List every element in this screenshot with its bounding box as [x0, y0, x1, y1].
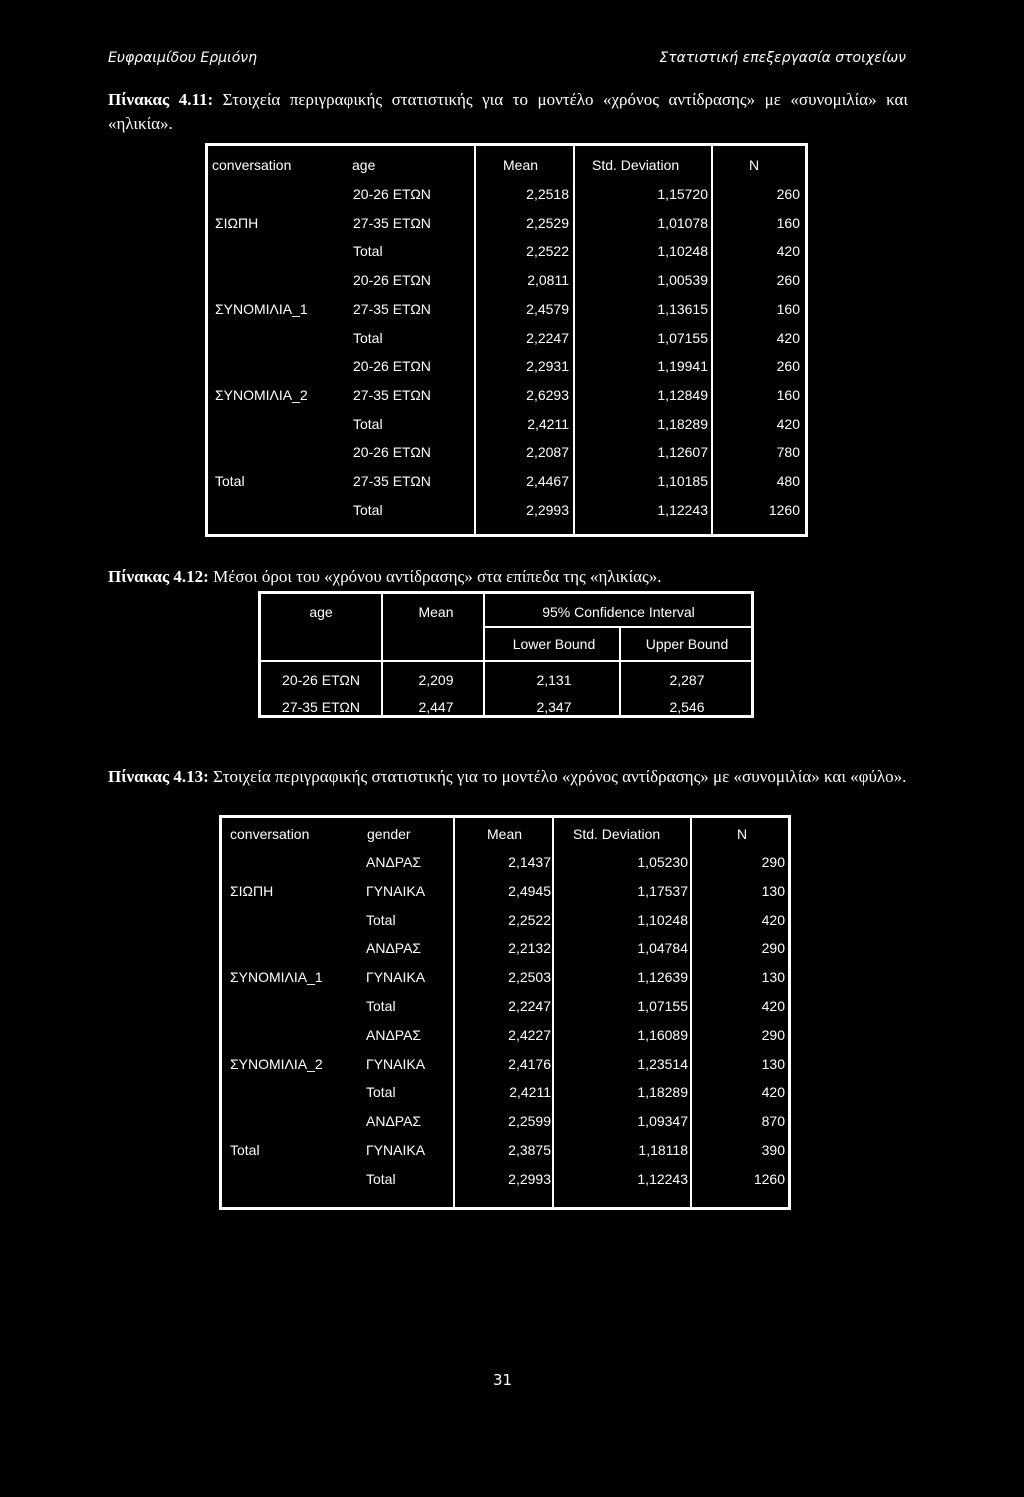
group-label: ΣΥΝΟΜΙΛΙΑ_1 — [215, 300, 308, 317]
table-cell-level: 20-26 ΕΤΩΝ — [353, 444, 431, 461]
running-header-author: Ευφραιμίδου Ερμιόνη — [108, 50, 257, 66]
table-cell-mean: 2,2599 — [508, 1113, 551, 1130]
table-cell-n: 160 — [776, 386, 800, 403]
table-cell-std-deviation: 1,10185 — [657, 473, 708, 489]
column-header-mean: Mean — [487, 826, 523, 842]
table-cell-std-deviation: 1,23514 — [637, 1055, 688, 1072]
column-rule — [552, 818, 554, 1207]
table-cell-mean: 2,2132 — [508, 940, 551, 957]
table-cell-std-deviation: 1,18289 — [637, 1084, 688, 1101]
column-header-mean: Mean — [503, 157, 539, 173]
column-header-n: N — [749, 157, 760, 173]
descriptive-stats-table-age — [205, 143, 808, 537]
table-cell-level: Total — [366, 1084, 396, 1101]
table-cell-mean: 2,6293 — [526, 386, 569, 403]
table-cell-n: 160 — [776, 214, 800, 231]
table-cell-n: 290 — [761, 940, 785, 957]
column-rule — [619, 628, 621, 715]
table-cell-n: 160 — [776, 300, 800, 317]
table-cell-level: Total — [366, 998, 396, 1014]
table-cell-std-deviation: 1,16089 — [637, 1026, 688, 1043]
group-label: ΣΥΝΟΜΙΛΙΑ_1 — [230, 969, 323, 986]
table-cell-level: Total — [366, 1170, 396, 1187]
table-caption-4-12 — [108, 565, 908, 589]
group-label: Total — [215, 473, 245, 489]
table-cell-mean: 2,2087 — [526, 444, 569, 461]
table-cell-n: 130 — [761, 882, 785, 899]
column-rule — [453, 818, 455, 1207]
table-cell-level: 27-35 ΕΤΩΝ — [353, 214, 431, 231]
table-cell-n: 870 — [761, 1113, 785, 1130]
column-header-std-deviation: Std. Deviation — [573, 826, 661, 842]
descriptive-stats-table-gender — [219, 815, 791, 1210]
table-cell-n: 290 — [761, 1026, 785, 1043]
table-cell-mean: 2,4211 — [509, 1084, 551, 1101]
table-cell-level: 27-35 ΕΤΩΝ — [353, 386, 431, 403]
table-cell-std-deviation: 1,12639 — [637, 969, 688, 986]
table-cell-std-deviation: 1,19941 — [657, 358, 708, 375]
table-cell-n: 480 — [776, 473, 800, 489]
column-header-age: age — [309, 604, 333, 620]
table-cell-level: ΓΥΝΑΙΚΑ — [366, 1142, 426, 1158]
table-cell-mean: 2,0811 — [527, 272, 569, 289]
table-cell-std-deviation: 1,09347 — [637, 1113, 688, 1130]
column-header-factor: gender — [367, 826, 411, 842]
table-cell-n: 420 — [761, 998, 785, 1014]
table-cell-std-deviation: 1,12243 — [657, 501, 708, 518]
table-cell-mean: 2,2247 — [508, 998, 551, 1014]
table-cell-n: 390 — [761, 1142, 785, 1158]
table-cell-std-deviation: 1,12243 — [637, 1170, 688, 1187]
table-cell-mean: 2,209 — [418, 672, 454, 688]
table-cell-std-deviation: 1,15720 — [657, 186, 708, 202]
table-cell-mean: 2,2993 — [526, 501, 569, 518]
table-cell-lower-bound: 2,131 — [536, 672, 572, 688]
table-cell-level: ΑΝΔΡΑΣ — [366, 1113, 422, 1130]
table-cell-n: 420 — [776, 329, 800, 346]
table-cell-n: 1260 — [753, 1170, 785, 1187]
table-cell-mean: 2,4211 — [527, 415, 569, 432]
column-rule — [690, 818, 692, 1207]
column-header-lower-bound: Lower Bound — [512, 636, 596, 652]
table-cell-mean: 2,4579 — [526, 300, 569, 317]
table-cell-std-deviation: 1,13615 — [657, 300, 708, 317]
table-cell-std-deviation: 1,01078 — [657, 214, 708, 231]
page-number: 31 — [492, 1371, 513, 1389]
table-cell-n: 420 — [776, 243, 800, 260]
group-label: ΣΥΝΟΜΙΛΙΑ_2 — [215, 386, 308, 403]
table-cell-level: Total — [366, 911, 396, 928]
group-label: ΣΙΩΠΗ — [230, 882, 274, 899]
table-cell-std-deviation: 1,07155 — [657, 329, 708, 346]
column-rule — [483, 594, 485, 715]
table-cell-age: 20-26 ΕΤΩΝ — [282, 672, 360, 688]
table-cell-n: 260 — [776, 272, 800, 289]
group-label: ΣΙΩΠΗ — [215, 214, 259, 231]
table-cell-level: 20-26 ΕΤΩΝ — [353, 358, 431, 375]
caption-text: Μέσοι όροι του «χρόνου αντίδρασης» στα επίπεδα της «ηλικίας». — [208, 567, 662, 586]
column-rule — [381, 594, 383, 715]
table-cell-n: 260 — [776, 186, 800, 202]
table-cell-mean: 2,3875 — [508, 1142, 551, 1158]
column-header-factor: age — [352, 157, 376, 173]
table-cell-mean: 2,1437 — [508, 854, 551, 870]
table-cell-mean: 2,2247 — [526, 329, 569, 346]
table-cell-n: 420 — [761, 1084, 785, 1101]
table-cell-mean: 2,4227 — [508, 1026, 551, 1043]
age-means-table — [258, 591, 754, 718]
caption-label: Πίνακας 4.12: — [108, 567, 209, 586]
caption-text: Στοιχεία περιγραφικής στατιστικής για το μοντέλο «χρόνος αντίδρασης» με «συνομιλία» και «ηλικία». — [108, 90, 908, 133]
table-cell-std-deviation: 1,18289 — [657, 415, 708, 432]
table-cell-mean: 2,447 — [418, 699, 454, 715]
table-cell-n: 1260 — [768, 501, 800, 518]
caption-text: Στοιχεία περιγραφικής στατιστικής για το μοντέλο «χρόνος αντίδρασης» με «συνομιλία» και «φύλο». — [208, 767, 907, 786]
table-cell-std-deviation: 1,12607 — [657, 444, 708, 461]
table-cell-level: ΑΝΔΡΑΣ — [366, 940, 422, 957]
table-cell-level: Total — [353, 415, 383, 432]
table-caption-4-13 — [108, 765, 908, 789]
table-cell-level: ΓΥΝΑΙΚΑ — [366, 882, 426, 899]
table-cell-upper-bound: 2,287 — [669, 672, 705, 688]
table-cell-n: 780 — [776, 444, 800, 461]
table-cell-std-deviation: 1,00539 — [657, 272, 708, 289]
table-cell-std-deviation: 1,10248 — [657, 243, 708, 260]
table-cell-std-deviation: 1,17537 — [637, 882, 688, 899]
table-cell-n: 420 — [761, 911, 785, 928]
table-caption-4-11 — [108, 88, 908, 136]
column-header-upper-bound: Upper Bound — [645, 636, 729, 652]
table-cell-std-deviation: 1,10248 — [637, 911, 688, 928]
table-cell-n: 130 — [761, 1055, 785, 1072]
group-label: ΣΥΝΟΜΙΛΙΑ_2 — [230, 1055, 323, 1072]
table-cell-mean: 2,2522 — [508, 911, 551, 928]
column-rule — [711, 146, 713, 534]
table-cell-mean: 2,2503 — [508, 969, 551, 986]
table-cell-level: Total — [353, 243, 383, 260]
table-cell-level: ΑΝΔΡΑΣ — [366, 854, 422, 870]
table-cell-std-deviation: 1,04784 — [637, 940, 688, 957]
table-cell-mean: 2,2993 — [508, 1170, 551, 1187]
table-cell-std-deviation: 1,18118 — [638, 1142, 688, 1158]
table-cell-level: 20-26 ΕΤΩΝ — [353, 186, 431, 202]
column-header-conversation: conversation — [212, 157, 292, 173]
table-cell-std-deviation: 1,12849 — [657, 386, 708, 403]
table-cell-level: 27-35 ΕΤΩΝ — [353, 473, 431, 489]
row-rule — [483, 626, 751, 628]
table-cell-upper-bound: 2,546 — [669, 699, 705, 715]
row-rule — [261, 660, 751, 662]
table-cell-std-deviation: 1,07155 — [637, 998, 688, 1014]
table-cell-level: 20-26 ΕΤΩΝ — [353, 272, 431, 289]
table-cell-lower-bound: 2,347 — [536, 699, 572, 715]
table-cell-age: 27-35 ΕΤΩΝ — [282, 699, 360, 715]
table-cell-level: ΓΥΝΑΙΚΑ — [366, 1055, 426, 1072]
table-cell-n: 130 — [761, 969, 785, 986]
column-header-mean: Mean — [418, 604, 454, 620]
column-header-n: N — [737, 826, 748, 842]
table-cell-level: ΑΝΔΡΑΣ — [366, 1026, 422, 1043]
table-cell-mean: 2,2518 — [526, 186, 569, 202]
column-header-conversation: conversation — [230, 826, 310, 842]
table-cell-mean: 2,2522 — [526, 243, 569, 260]
table-cell-n: 290 — [761, 854, 785, 870]
column-rule — [474, 146, 476, 534]
table-cell-n: 420 — [776, 415, 800, 432]
column-header-std-deviation: Std. Deviation — [592, 157, 680, 173]
column-rule — [573, 146, 575, 534]
table-cell-level: Total — [353, 501, 383, 518]
table-cell-mean: 2,2931 — [526, 358, 569, 375]
table-cell-std-deviation: 1,05230 — [637, 854, 688, 870]
column-header-confidence-interval: 95% Confidence Interval — [542, 604, 695, 620]
table-cell-mean: 2,4176 — [508, 1055, 551, 1072]
table-cell-level: Total — [353, 329, 383, 346]
caption-label: Πίνακας 4.11: — [108, 90, 214, 109]
table-cell-n: 260 — [776, 358, 800, 375]
table-cell-mean: 2,4945 — [508, 882, 551, 899]
table-cell-mean: 2,4467 — [526, 473, 569, 489]
caption-label: Πίνακας 4.13: — [108, 767, 209, 786]
group-label: Total — [230, 1142, 260, 1158]
table-cell-level: 27-35 ΕΤΩΝ — [353, 300, 431, 317]
table-cell-mean: 2,2529 — [526, 214, 569, 231]
running-header-subject: Στατιστική επεξεργασία στοιχείων — [659, 50, 906, 66]
table-cell-level: ΓΥΝΑΙΚΑ — [366, 969, 426, 986]
